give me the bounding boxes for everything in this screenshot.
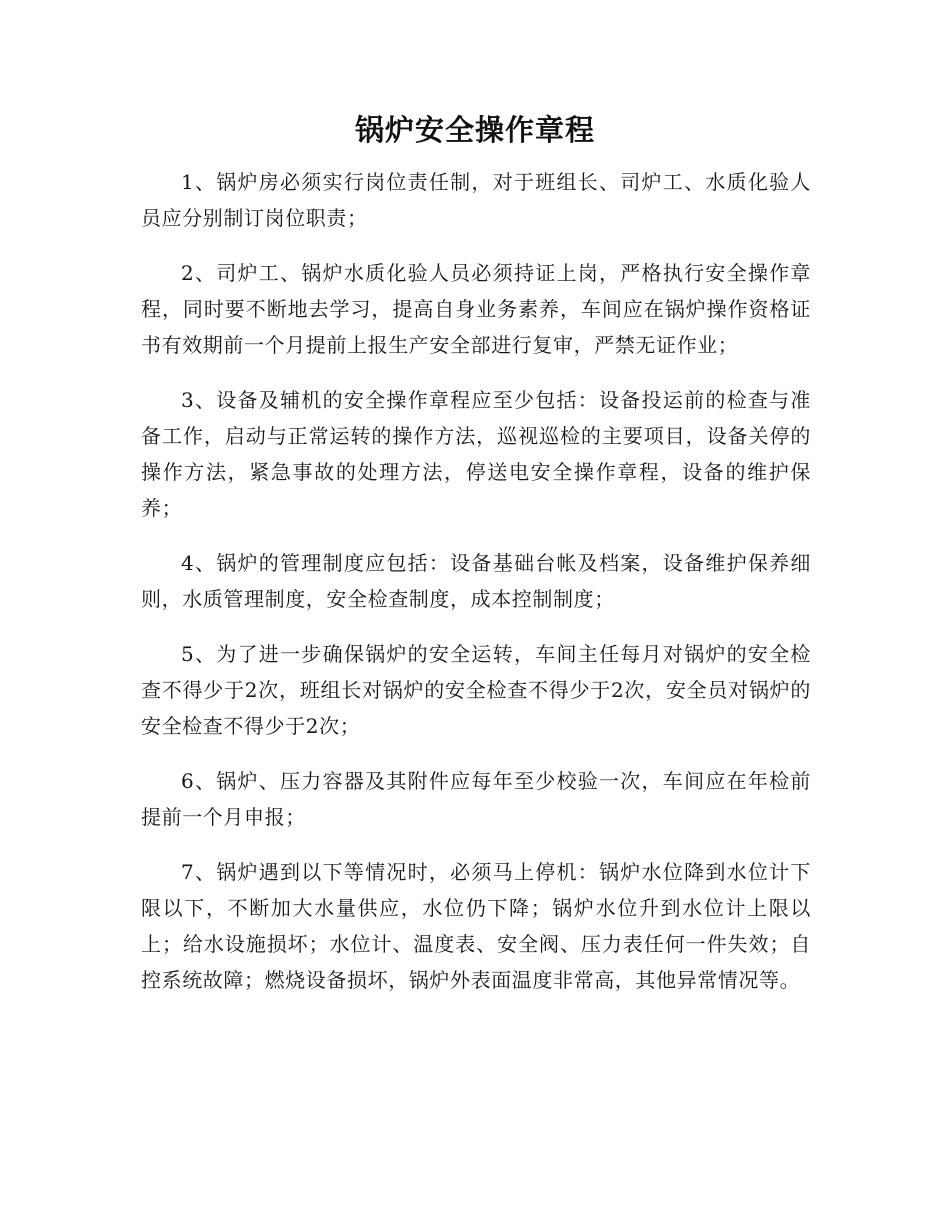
document-title: 锅炉安全操作章程 [354, 113, 595, 147]
paragraph-2: 2、司炉工、锅炉水质化验人员必须持证上岗，严格执行安全操作章程，同时要不断地去学习，提高自身业务素养，车间应在锅炉操作资格证书有效期前一个月提前上报生产安全部进行复审，严禁无证作业； [141, 261, 811, 357]
paragraph-7: 7、锅炉遇到以下等情况时，必须马上停机：锅炉水位降到水位计下限以下，不断加大水量供应，水位仍下降；锅炉水位升到水位计上限以上；给水设施损坏；水位计、温度表、安全阀、压力表任何一件失效；自控系统故障；燃烧设备损坏，锅炉外表面温度非常高，其他异常情况等。 [141, 860, 811, 992]
paragraph-3: 3、设备及辅机的安全操作章程应至少包括：设备投运前的检查与准备工作，启动与正常运转的操作方法，巡视巡检的主要项目，设备关停的操作方法，紧急事故的处理方法，停送电安全操作章程，设备的维护保养； [141, 388, 811, 520]
paragraph-6: 6、锅炉、压力容器及其附件应每年至少校验一次，车间应在年检前提前一个月申报； [141, 769, 811, 829]
paragraph-5: 5、为了进一步确保锅炉的安全运转，车间主任每月对锅炉的安全检查不得少于2次，班组长对锅炉的安全检查不得少于2次，安全员对锅炉的安全检查不得少于2次； [141, 642, 811, 738]
document-body [141, 164, 811, 1017]
paragraph-1: 1、锅炉房必须实行岗位责任制，对于班组长、司炉工、水质化验人员应分别制订岗位职责； [141, 170, 811, 230]
paragraph-4: 4、锅炉的管理制度应包括：设备基础台帐及档案，设备维护保养细则，水质管理制度，安全检查制度，成本控制制度； [141, 551, 811, 611]
